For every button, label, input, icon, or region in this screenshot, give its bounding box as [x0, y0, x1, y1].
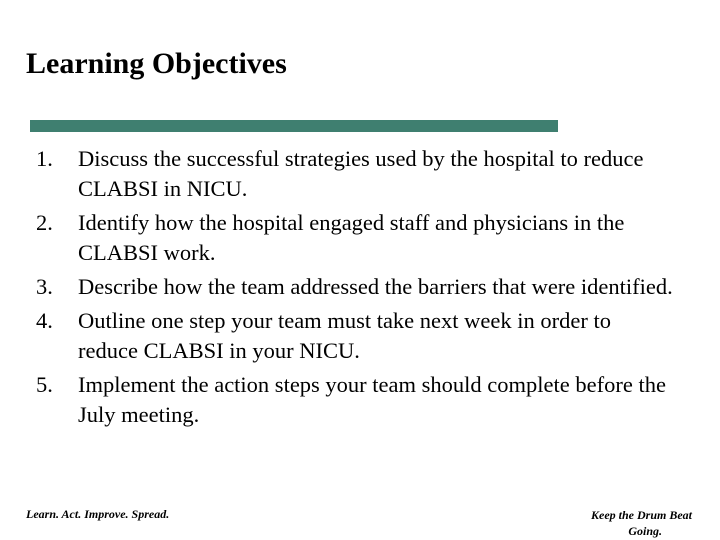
objective-text: Describe how the team addressed the barriers that were identified. [78, 274, 673, 299]
objective-text: Identify how the hospital engaged staff and physicians in the CLABSI work. [78, 210, 625, 265]
objective-item [36, 272, 676, 302]
objective-item [36, 306, 676, 366]
footer-tagline: Learn. Act. Improve. Spread. [26, 507, 170, 521]
objective-item [36, 144, 676, 204]
objective-number: 2. [36, 210, 53, 235]
footer-slogan [542, 507, 692, 539]
objective-number: 5. [36, 372, 53, 397]
objective-number: 3. [36, 274, 53, 299]
slide-title: Learning Objectives [26, 47, 287, 80]
objective-number: 1. [36, 146, 53, 171]
title-underline-bar [30, 120, 558, 132]
footer-slogan-line-1: Keep the Drum Beat [591, 508, 692, 522]
objective-text: Discuss the successful strategies used by the hospital to reduce CLABSI in NICU. [78, 146, 644, 201]
objective-item [36, 370, 676, 430]
objective-text: Outline one step your team must take next week in order to reduce CLABSI in your NICU. [78, 308, 611, 363]
footer-slogan-line-2: Going. [628, 524, 662, 538]
objectives-list [36, 144, 676, 434]
objective-number: 4. [36, 308, 53, 333]
objective-text: Implement the action steps your team should complete before the July meeting. [78, 372, 666, 427]
objective-item [36, 208, 676, 268]
